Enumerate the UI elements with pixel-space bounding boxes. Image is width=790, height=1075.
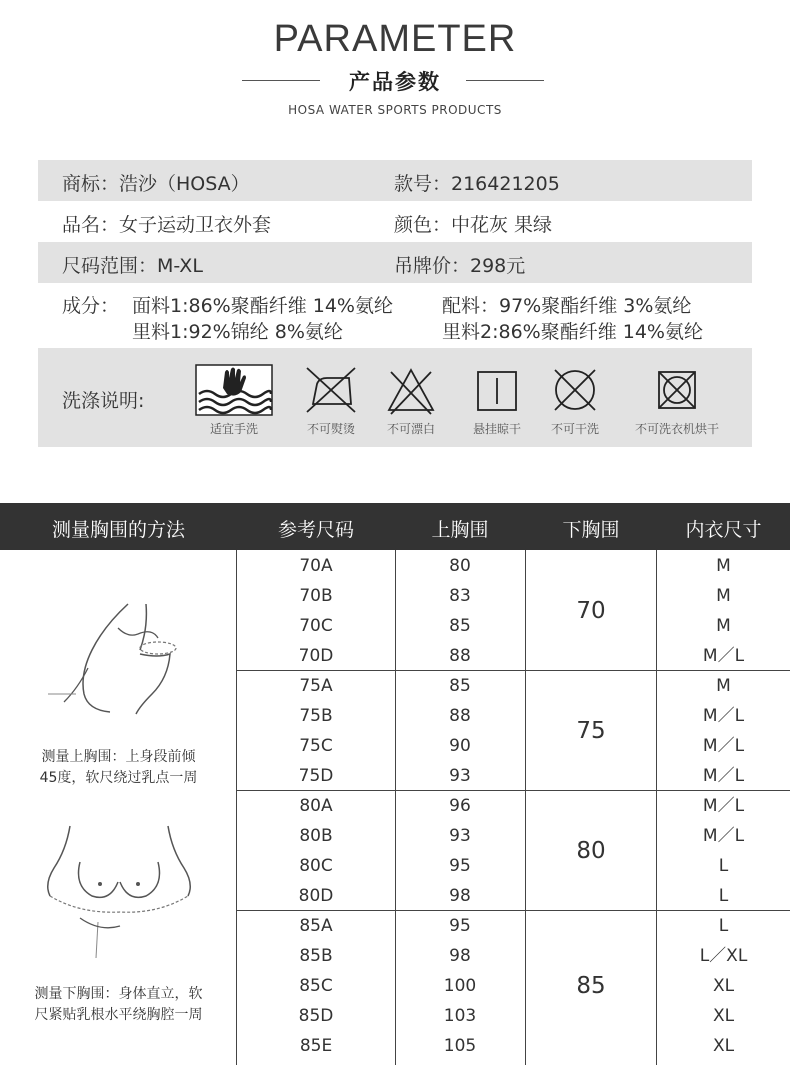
composition-lining1: 里料1:92%锦纶 8%氨纶 bbox=[132, 321, 343, 343]
under-bust-illustration bbox=[40, 822, 200, 960]
upper-bust-cell: 85 bbox=[449, 616, 471, 636]
bra-size-cell: M bbox=[716, 556, 731, 576]
hand-wash-caption: 适宜手洗 bbox=[209, 422, 258, 436]
header-bra-size: 内衣尺寸 bbox=[685, 519, 762, 541]
upper-bust-cell: 98 bbox=[449, 886, 471, 906]
no-iron-item bbox=[291, 364, 371, 437]
ref-size-cell: 75B bbox=[299, 706, 333, 726]
no-dry-clean-icon bbox=[549, 364, 601, 416]
size-table-header bbox=[0, 503, 790, 550]
bra-size-cell: M／L bbox=[702, 826, 745, 846]
upper-bust-cell: 93 bbox=[449, 766, 471, 786]
no-tumble-dry-caption: 不可洗衣机烘干 bbox=[634, 422, 719, 436]
header-method: 测量胸围的方法 bbox=[51, 519, 185, 541]
composition-trim: 配料：97%聚酯纤维 3%氨纶 bbox=[442, 295, 692, 317]
param-row bbox=[38, 201, 752, 242]
ref-size-cell: 75D bbox=[298, 766, 334, 786]
upper-bust-cell: 95 bbox=[449, 916, 471, 936]
no-tumble-dry-item bbox=[623, 364, 731, 437]
size-table-body bbox=[0, 550, 790, 1065]
page-title-cn: 产品参数 bbox=[349, 70, 441, 94]
ref-size-cell: 85C bbox=[299, 976, 333, 996]
bra-size-cell: M／L bbox=[702, 796, 745, 816]
title-cn-row bbox=[0, 66, 790, 96]
param-model: 款号：216421205 bbox=[394, 173, 560, 195]
hang-dry-item bbox=[460, 364, 534, 437]
under-bust-method-line: 尺紧贴乳根水平绕胸腔一周 bbox=[34, 1007, 203, 1023]
hang-dry-caption: 悬挂晾干 bbox=[472, 422, 521, 436]
composition-label: 成分： bbox=[62, 295, 120, 317]
page-subtitle: HOSA WATER SPORTS PRODUCTS bbox=[288, 103, 502, 117]
upper-bust-cell: 105 bbox=[443, 1036, 477, 1056]
ref-size-cell: 75C bbox=[299, 736, 333, 756]
upper-bust-method bbox=[0, 747, 237, 789]
ref-size-cell: 85A bbox=[299, 916, 333, 936]
title-rule-right bbox=[466, 80, 544, 81]
header-under-bust: 下胸围 bbox=[562, 519, 620, 541]
bra-size-cell: XL bbox=[712, 976, 735, 996]
param-name: 品名：女子运动卫衣外套 bbox=[62, 214, 272, 236]
title-rule-left bbox=[242, 80, 320, 81]
upper-bust-method-line: 45度，软尺绕过乳点一周 bbox=[39, 770, 198, 786]
ref-size-cell: 80B bbox=[299, 826, 333, 846]
hang-dry-icon bbox=[471, 364, 523, 416]
upper-bust-cell: 98 bbox=[449, 946, 471, 966]
upper-bust-cell: 90 bbox=[449, 736, 471, 756]
header-upper-bust: 上胸围 bbox=[431, 519, 489, 541]
param-row bbox=[38, 242, 752, 283]
upper-bust-cell: 83 bbox=[449, 586, 471, 606]
param-size-range: 尺码范围：M-XL bbox=[62, 255, 203, 277]
upper-bust-cell: 95 bbox=[449, 856, 471, 876]
upper-bust-cell: 103 bbox=[443, 1006, 477, 1026]
ref-size-cell: 80A bbox=[299, 796, 333, 816]
under-bust-value: 70 bbox=[576, 598, 606, 624]
ref-size-cell: 80D bbox=[298, 886, 334, 906]
under-bust-method bbox=[0, 984, 237, 1026]
under-bust-value: 75 bbox=[576, 718, 606, 744]
ref-size-cell: 85D bbox=[298, 1006, 334, 1026]
bra-size-cell: M／L bbox=[702, 766, 745, 786]
header-ref-size: 参考尺码 bbox=[277, 519, 354, 541]
ref-size-cell: 85E bbox=[299, 1036, 333, 1056]
hand-wash-icon bbox=[195, 364, 273, 416]
bra-size-cell: M bbox=[716, 616, 731, 636]
upper-bust-cell: 88 bbox=[449, 706, 471, 726]
no-dry-clean-caption: 不可干洗 bbox=[550, 422, 599, 436]
under-bust-value: 85 bbox=[576, 973, 606, 999]
param-brand: 商标：浩沙（HOSA） bbox=[62, 173, 250, 195]
ref-size-cell: 70D bbox=[298, 646, 334, 666]
ref-size-cell: 80C bbox=[299, 856, 333, 876]
no-dry-clean-item bbox=[539, 364, 611, 437]
composition-lining2: 里料2:86%聚酯纤维 14%氨纶 bbox=[442, 321, 703, 343]
bra-size-cell: XL bbox=[712, 1006, 735, 1026]
bra-size-cell: M／L bbox=[702, 706, 745, 726]
ref-size-cell: 70B bbox=[299, 586, 333, 606]
bra-size-cell: L／XL bbox=[699, 946, 748, 966]
bra-size-cell: L bbox=[718, 916, 729, 936]
param-composition bbox=[38, 283, 752, 343]
upper-bust-method-line: 测量上胸围：上身段前倾 bbox=[41, 749, 196, 765]
ref-size-cell: 70C bbox=[299, 616, 333, 636]
wash-instructions bbox=[38, 348, 752, 447]
no-bleach-caption: 不可漂白 bbox=[386, 422, 435, 436]
param-row bbox=[38, 160, 752, 201]
ref-size-cell: 70A bbox=[299, 556, 333, 576]
bra-size-cell: M／L bbox=[702, 736, 745, 756]
bra-size-cell: M bbox=[716, 676, 731, 696]
no-iron-icon bbox=[303, 364, 359, 416]
hand-wash-item bbox=[194, 364, 274, 437]
no-iron-caption: 不可熨烫 bbox=[306, 422, 355, 436]
under-bust-value: 80 bbox=[576, 838, 606, 864]
no-bleach-item bbox=[376, 364, 446, 437]
bra-size-cell: L bbox=[718, 856, 729, 876]
bra-size-cell: M bbox=[716, 586, 731, 606]
upper-bust-illustration bbox=[18, 598, 208, 718]
ref-size-cell: 85B bbox=[299, 946, 333, 966]
upper-bust-cell: 100 bbox=[443, 976, 477, 996]
page-header bbox=[0, 0, 790, 140]
no-tumble-dry-icon bbox=[651, 364, 703, 416]
bra-size-cell: XL bbox=[712, 1036, 735, 1056]
upper-bust-cell: 85 bbox=[449, 676, 471, 696]
bra-size-cell: M／L bbox=[702, 646, 745, 666]
ref-size-cell: 75A bbox=[299, 676, 333, 696]
param-color: 颜色：中花灰 果绿 bbox=[394, 214, 553, 236]
wash-label: 洗涤说明: bbox=[62, 390, 145, 412]
upper-bust-cell: 96 bbox=[449, 796, 471, 816]
composition-fabric: 面料1:86%聚酯纤维 14%氨纶 bbox=[132, 295, 393, 317]
product-params bbox=[38, 160, 752, 343]
no-bleach-icon bbox=[385, 364, 437, 416]
upper-bust-cell: 80 bbox=[449, 556, 471, 576]
upper-bust-cell: 93 bbox=[449, 826, 471, 846]
under-bust-method-line: 测量下胸围：身体直立，软 bbox=[34, 986, 203, 1002]
param-price: 吊牌价：298元 bbox=[394, 255, 526, 277]
page-title-en: PARAMETER bbox=[273, 18, 517, 60]
bra-size-cell: L bbox=[718, 886, 729, 906]
upper-bust-cell: 88 bbox=[449, 646, 471, 666]
